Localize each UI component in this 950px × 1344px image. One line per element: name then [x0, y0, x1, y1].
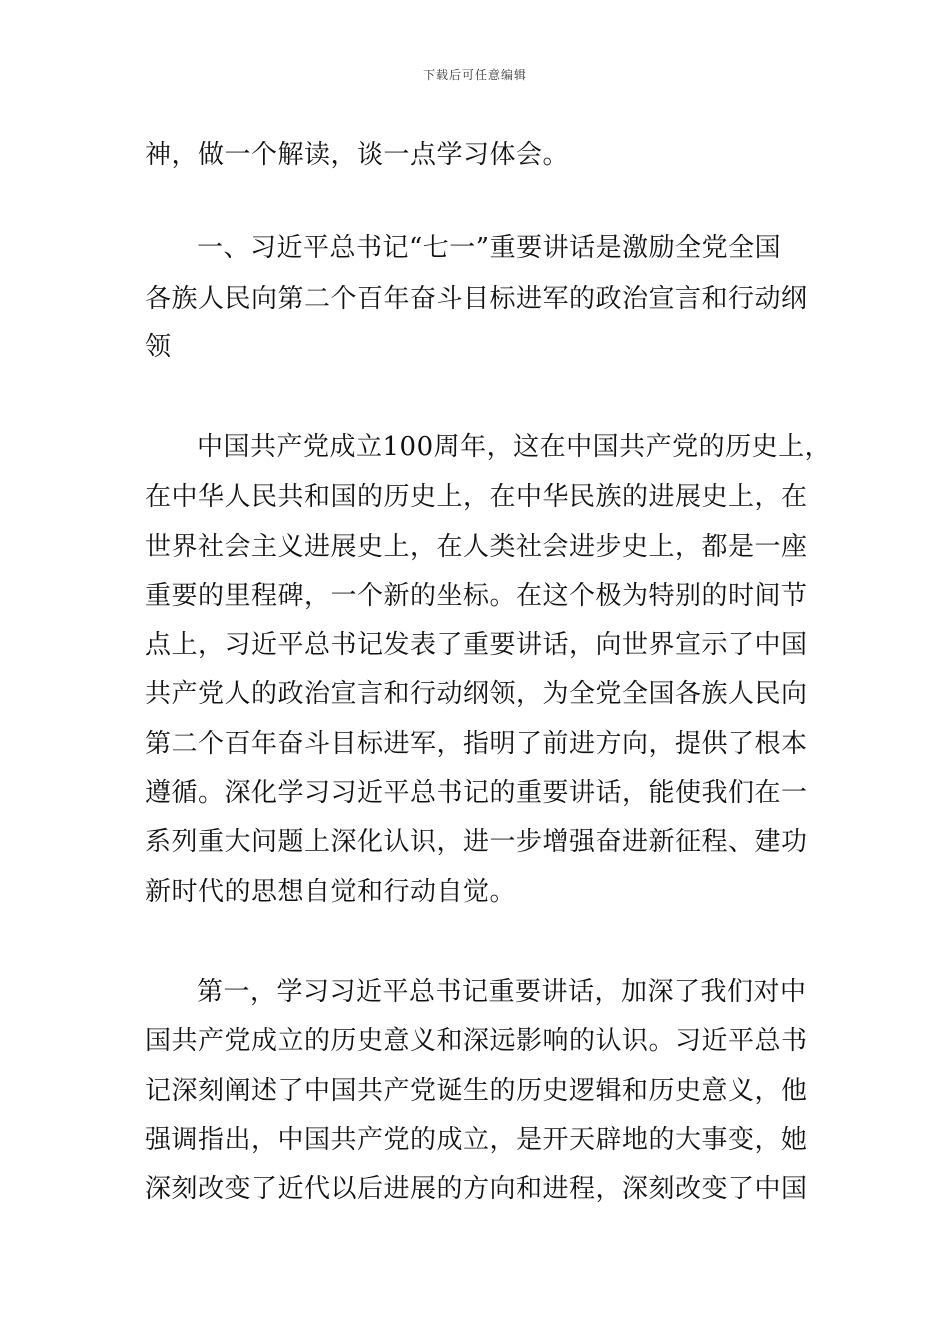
paragraph-line: 新时代的思想自觉和行动自觉。	[145, 877, 517, 907]
paragraph-line: 记深刻阐述了中国共产党诞生的历史逻辑和历史意义，他	[145, 1076, 808, 1106]
paragraph-line: 国共产党成立的历史意义和深远影响的认识。习近平总书	[145, 1026, 808, 1056]
paragraph-line: 点上，习近平总书记发表了重要讲话，向世界宣示了中国	[145, 630, 808, 660]
paragraph-line: 中国共产党成立100周年，这在中国共产党的历史上，	[197, 432, 832, 462]
paragraph-line: 世界社会主义进展史上，在人类社会进步史上，都是一座	[145, 532, 808, 562]
paragraph-line: 第一，学习习近平总书记重要讲话，加深了我们对中	[197, 977, 807, 1007]
paragraph-line: 在中华人民共和国的历史上，在中华民族的进展史上，在	[145, 482, 808, 512]
paragraph-line: 遵循。深化学习习近平总书记的重要讲话，能使我们在一	[145, 778, 808, 808]
paragraph-line: 第二个百年奋斗目标进军，指明了前进方向，提供了根本	[145, 729, 808, 759]
section-heading-line: 各族人民向第二个百年奋斗目标进军的政治宣言和行动纲	[145, 284, 808, 314]
page-header: 下载后可任意编辑	[422, 68, 527, 82]
paragraph-line: 深刻改变了近代以后进展的方向和进程，深刻改变了中国	[145, 1174, 808, 1204]
paragraph-line: 共产党人的政治宣言和行动纲领，为全党全国各族人民向	[145, 679, 808, 709]
paragraph-line: 神，做一个解读，谈一点学习体会。	[145, 140, 570, 170]
section-heading-line: 一、习近平总书记“七一”重要讲话是激励全党全国	[197, 233, 782, 263]
paragraph-line: 系列重大问题上深化认识，进一步增强奋进新征程、建功	[145, 827, 808, 857]
paragraph-line: 强调指出，中国共产党的成立，是开天辟地的大事变，她	[145, 1125, 808, 1155]
section-heading-line: 领	[145, 332, 172, 362]
paragraph-line: 重要的里程碑，一个新的坐标。在这个极为特别的时间节	[145, 581, 808, 611]
